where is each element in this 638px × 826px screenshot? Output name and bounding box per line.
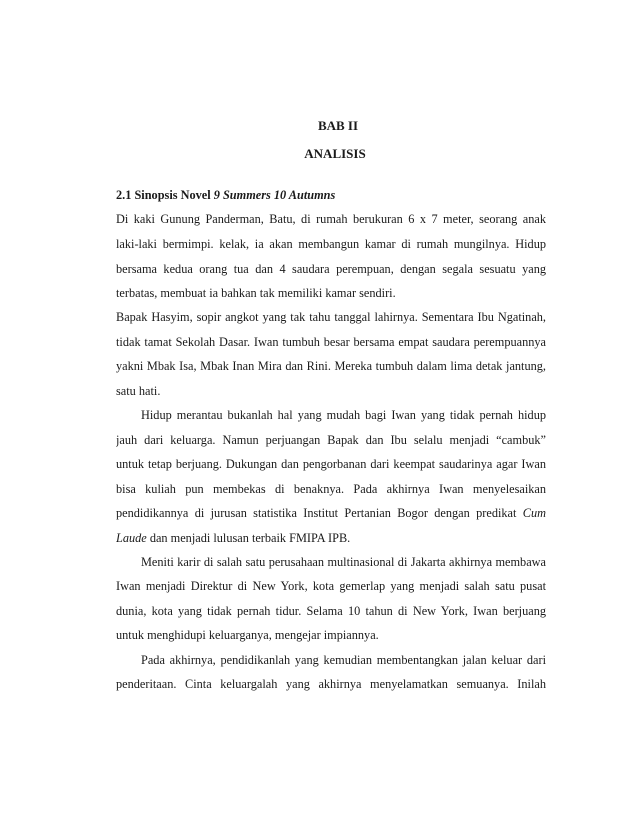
paragraph-line: bisa kuliah pun membekas di benaknya. Pada akhirnya Iwan menyelesaikan: [116, 482, 546, 496]
paragraph-line: penderitaan. Cinta keluargalah yang akhirnya menyelamatkan semuanya. Inilah: [116, 677, 546, 691]
italic-term: Laude: [116, 531, 147, 545]
paragraph-line: satu hati.: [116, 384, 161, 398]
paragraph-line: Di kaki Gunung Panderman, Batu, di rumah berukuran 6 x 7 meter, seorang anak: [116, 212, 546, 226]
paragraph-line: terbatas, membuat ia bahkan tak memiliki kamar sendiri.: [116, 286, 396, 300]
paragraph-line: untuk menghidupi keluarganya, mengejar impiannya.: [116, 628, 379, 642]
paragraph-line: untuk tetap berjuang. Dukungan dan pengorbanan dari keempat saudarinya agar Iwan: [116, 457, 546, 471]
paragraph-line: Bapak Hasyim, sopir angkot yang tak tahu tanggal lahirnya. Sementara Ibu Ngatinah,: [116, 310, 546, 324]
section-number: 2.1: [116, 188, 132, 202]
paragraph-line: Hidup merantau bukanlah hal yang mudah bagi Iwan yang tidak pernah hidup: [141, 408, 546, 422]
paragraph-line: Pada akhirnya, pendidikanlah yang kemudian membentangkan jalan keluar dari: [141, 653, 546, 667]
paragraph-line: tidak tamat Sekolah Dasar. Iwan tumbuh besar bersama empat saudara perempuannya: [116, 335, 546, 349]
paragraph-line: Iwan menjadi Direktur di New York, kota gemerlap yang menjadi salah satu pusat: [116, 579, 546, 593]
paragraph-line: yakni Mbak Isa, Mbak Inan Mira dan Rini. Mereka tumbuh dalam lima detak jantung,: [116, 359, 546, 373]
paragraph-text: pendidikannya di jurusan statistika Institut Pertanian Bogor dengan predikat: [116, 506, 517, 520]
paragraph-line: bersama kedua orang tua dan 4 saudara perempuan, dengan segala sesuatu yang: [116, 262, 546, 276]
section-title: Sinopsis Novel: [134, 188, 211, 202]
chapter-title: ANALISIS: [304, 146, 366, 161]
paragraph-line: dunia, kota yang tidak pernah tidur. Selama 10 tahun di New York, Iwan berjuang: [116, 604, 546, 618]
paragraph-line-with-italic: [116, 530, 546, 546]
paragraph-line-with-italic: [116, 505, 546, 521]
paragraph-line: laki-laki bermimpi. kelak, ia akan membangun kamar di rumah mungilnya. Hidup: [116, 237, 546, 251]
section-title-italic: 9 Summers 10 Autumns: [213, 188, 336, 202]
chapter-number: BAB II: [317, 118, 359, 133]
section-heading: [116, 187, 546, 203]
italic-term: Cum: [522, 506, 546, 520]
paragraph-line: jauh dari keluarga. Namun perjuangan Bapak dan Ibu selalu menjadi “cambuk”: [116, 433, 546, 447]
paragraph-line: Meniti karir di salah satu perusahaan multinasional di Jakarta akhirnya membawa: [141, 555, 546, 569]
paragraph-text: dan menjadi lulusan terbaik FMIPA IPB.: [149, 531, 351, 545]
